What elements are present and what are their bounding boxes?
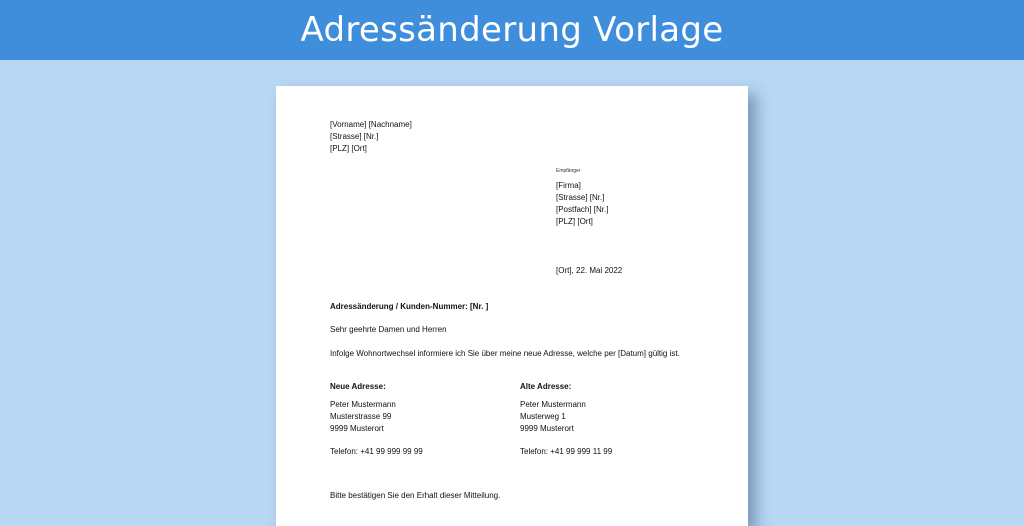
recipient-label: Empfänger: [556, 168, 581, 174]
old-address-phone: Telefon: +41 99 999 11 99: [520, 447, 613, 456]
new-address-city: 9999 Musterort: [330, 424, 384, 433]
title-banner: [0, 0, 1024, 60]
letter-subject: Adressänderung / Kunden-Nummer: [Nr. ]: [330, 302, 489, 311]
letter-page: [276, 86, 748, 526]
recipient-pobox: [Postfach] [Nr.]: [556, 205, 609, 214]
new-address-phone: Telefon: +41 99 999 99 99: [330, 447, 423, 456]
recipient-city: [PLZ] [Ort]: [556, 217, 593, 226]
letter-date: [Ort], 22. Mai 2022: [556, 266, 623, 275]
old-address-heading: Alte Adresse:: [520, 382, 572, 391]
new-address-heading: Neue Adresse:: [330, 382, 386, 391]
letter-body: Infolge Wohnortwechsel informiere ich Sie über meine neue Adresse, welche per [Datum] gültig ist.: [330, 349, 680, 358]
new-address-name: Peter Mustermann: [330, 400, 396, 409]
old-address-street: Musterweg 1: [520, 412, 566, 421]
recipient-street: [Strasse] [Nr.]: [556, 193, 605, 202]
sender-street: [Strasse] [Nr.]: [330, 132, 379, 141]
letter-salutation: Sehr geehrte Damen und Herren: [330, 325, 447, 334]
old-address-name: Peter Mustermann: [520, 400, 586, 409]
old-address-city: 9999 Musterort: [520, 424, 574, 433]
sender-name: [Vorname] [Nachname]: [330, 120, 412, 129]
banner-title: Adressänderung Vorlage: [300, 10, 724, 50]
recipient-company: [Firma]: [556, 181, 581, 190]
letter-closing: Bitte bestätigen Sie den Erhalt dieser Mitteilung.: [330, 491, 501, 500]
sender-city: [PLZ] [Ort]: [330, 144, 367, 153]
new-address-street: Musterstrasse 99: [330, 412, 392, 421]
